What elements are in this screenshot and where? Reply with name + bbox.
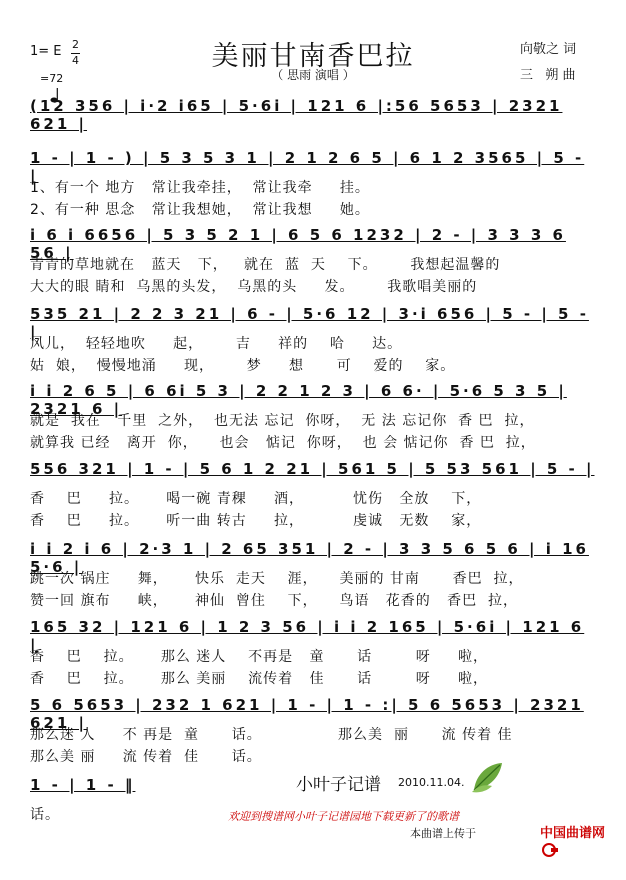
lyric-line-verse-2: 姑 娘， 慢慢地涌 现， 梦 想 可 爱的 家。 (30, 358, 456, 374)
notation-line (30, 301, 600, 341)
jianpu-notes: 165 32 | 121 6 | 1 2 3 56 | i i 2 165 | 5·6i | 121 6 | (30, 618, 585, 654)
lyric-line-verse-1: 就是 我在 千里 之外， 也无法 忘记 你呀， 无 法 忘记你 香 巴 拉， (30, 413, 535, 429)
lyric-line-verse-2: 香 巴 拉。 听一曲 转古 拉， 虔诚 无数 家， (30, 513, 482, 529)
jianpu-notes: 1 - | 1 - ) | 5 3 5 3 1 | 2 1 2 6 5 | 6 1 2 3565 | 5 - | (30, 149, 585, 185)
footer-notice: 欢迎到搜谱网小叶子记谱园地下载更新了的歌谱 (228, 810, 459, 823)
time-signature-numerator: 2 (72, 38, 79, 51)
jianpu-notes: 5 6 5653 | 232 1 621 | 1 - | 1 - :| 5 6 5653 | 2321 621 | (30, 696, 584, 732)
lyric-line-verse-2: 2、有一种 思念 常让我想她， 常让我想 她。 (30, 202, 370, 218)
jianpu-notes: i i 2 6 5 | 6 6i 5 3 | 2 2 1 2 3 | 6 6· | 5·6 5 3 5 | 2321 6 | (30, 382, 567, 418)
lyric-line-verse-2: 香 巴 拉。 那么 美丽 流传着 佳 话 呀 啦， (30, 671, 489, 687)
jianpu-notes: 556 321 | 1 - | 5 6 1 2 21 | 561 5 | 5 53 561 | 5 - | (30, 460, 595, 478)
key-signature: 1= E (30, 44, 62, 59)
jianpu-notes: 535 21 | 2 2 3 21 | 6 - | 5·6 12 | 3·i 656 | 5 - | 5 - | (30, 305, 589, 341)
jianpu-notes: 1 - | 1 - ‖ (30, 776, 136, 794)
tempo-marking: =72 (40, 72, 64, 85)
lyric-line-verse-2: 赞一回 旗布 峡， 神仙 曾住 下， 鸟语 花香的 香巴 拉， (30, 593, 519, 609)
lyric-line-verse-1: 香 巴 拉。 喝一碗 青稞 酒， 忧伤 全放 下， (30, 491, 482, 507)
lyric-line-verse-1: 青青的草地就在 蓝天 下， 就在 蓝 天 下。 我想起温馨的 (30, 257, 501, 273)
footer-upload-label: 本曲谱上传于 (410, 827, 476, 840)
jianpu-notes: (12 356 | i·2 i65 | 5·6i | 121 6 |:56 5653 | 2321 621 | (30, 97, 563, 133)
lyric-line-verse-1: 1、有一个 地方 常让我牵挂， 常让我牵 挂。 (30, 180, 370, 196)
notation-line (30, 378, 600, 418)
notation-line (30, 93, 600, 133)
jianpu-notes: i 6 i 6656 | 5 3 5 2 1 | 6 5 6 1232 | 2 - | 3 3 3 6 56 | (30, 226, 566, 262)
lyric-line-verse-1: 话。 (30, 807, 60, 823)
tea-leaf-icon (470, 760, 506, 798)
lyricist-credit: 向敬之 词 (520, 42, 577, 57)
lyric-line-verse-2: 那么美 丽 流 传着 佳 话。 (30, 749, 262, 765)
transcriber-signature: 小叶子记谱 (296, 775, 381, 795)
lyric-line-verse-1: 跳一次 锅庄 舞， 快乐 走天 涯， 美丽的 甘南 香巴 拉， (30, 571, 524, 587)
performer-subtitle: （ 思雨 演唱 ） (271, 68, 355, 82)
lyric-line-verse-2: 大大的眼 睛和 乌黑的头发， 乌黑的头 发。 我歌唱美丽的 (30, 279, 478, 295)
lyric-line-verse-1: 香 巴 拉。 那么 迷人 不再是 童 话 呀 啦， (30, 649, 489, 665)
page-title: 美丽甘南香巴拉 (211, 41, 415, 72)
notation-line (30, 536, 600, 576)
time-signature-denominator: 4 (72, 54, 79, 67)
notation-line (30, 456, 600, 484)
notation-line (30, 692, 600, 732)
notation-line (30, 145, 600, 185)
composer-credit: 三 朔 曲 (520, 68, 576, 83)
lyric-line-verse-1: 风儿， 轻轻地吹 起， 吉 祥的 哈 达。 (30, 336, 403, 352)
jianpu-notes: i i 2 i 6 | 2·3 1 | 2 65 351 | 2 - | 3 3 5 6 5 6 | i 16 5·6 | (30, 540, 589, 576)
notation-line (30, 614, 600, 654)
lyric-line-verse-1: 那么迷 人 不 再是 童 话。 那么美 丽 流 传着 佳 (30, 727, 513, 743)
site-name-link[interactable]: 中国曲谱网 (540, 826, 606, 841)
lyric-line-verse-2: 就算我 已经 离开 你， 也会 惦记 你呀， 也 会 惦记你 香 巴 拉， (30, 435, 536, 451)
transcription-date: 2010.11.04. (398, 776, 465, 789)
notation-line (30, 222, 600, 262)
